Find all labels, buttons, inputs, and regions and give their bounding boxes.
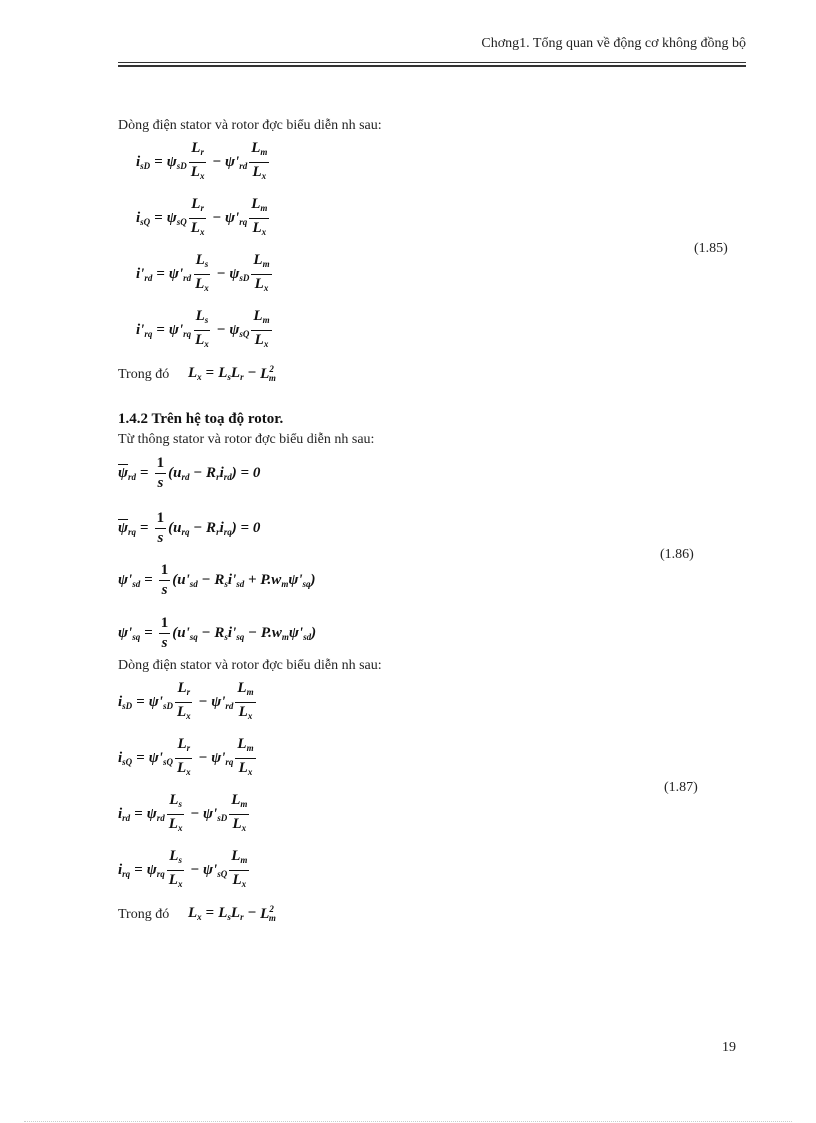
page-number: 19	[722, 1040, 736, 1055]
header-rule-thin	[118, 62, 746, 63]
equation-isQ-rotor: $i_{sQ}$ = $\psi'_{sQ}$ $\frac{L_r}{L_x}$ − $\psi'_{rq}$ $\frac{L_m}{L_x}$	[118, 736, 254, 777]
equation-Lx-definition-2: $L_x$ = $L_sL_r$ − $L^2_m$	[188, 904, 276, 923]
equation-number-1-85: (1.85)	[694, 241, 728, 256]
equation-ird-rotor: $i_{rd}$ = $\psi_{rd}$ $\frac{L_s}{L_x}$ − $\psi'_{sD}$ $\frac{L_m}{L_x}$	[118, 792, 248, 833]
equation-ird: $i'_{rd}$ = $\psi'_{rd}$ $\frac{L_s}{L_x}$ − $\psi_{sD}$ $\frac{L_m}{L_x}$	[136, 252, 270, 293]
equation-psi-rd: $\overline{\psi}_{rd}$ = $\frac{1}{s}$ $(u_{rd} - R_ri_{rd}) = 0$	[118, 455, 261, 491]
intro-current-rotor-text: Dòng điện stator và rotor đợc biểu diễn nh sau:	[118, 658, 382, 673]
footer-dotted-line	[24, 1121, 792, 1122]
equation-psi-sd: $\psi'_{sd}$ = $\frac{1}{s}$ $(u'_{sd} - R_si'_{sd} + P.w_m\psi'_{sq})$	[118, 562, 316, 598]
equation-psi-rq: $\overline{\psi}_{rq}$ = $\frac{1}{s}$ $(u_{rq} - R_ri_{rq}) = 0$	[118, 510, 261, 546]
where-label-2: Trong đó	[118, 907, 170, 922]
equation-isD-rotor: $i_{sD}$ = $\psi'_{sD}$ $\frac{L_r}{L_x}$ − $\psi'_{rd}$ $\frac{L_m}{L_x}$	[118, 680, 254, 721]
equation-irq: $i'_{rq}$ = $\psi'_{rq}$ $\frac{L_s}{L_x}$ − $\psi_{sQ}$ $\frac{L_m}{L_x}$	[136, 308, 270, 349]
intro-flux-text: Từ thông stator và rotor đợc biểu diễn nh sau:	[118, 432, 375, 447]
equation-psi-sq: $\psi'_{sq}$ = $\frac{1}{s}$ $(u'_{sq} - R_si'_{sq} - P.w_m\psi'_{sd})$	[118, 615, 317, 651]
where-label: Trong đó	[118, 367, 170, 382]
equation-Lx-definition: $L_x$ = $L_sL_r$ − $L^2_m$	[188, 364, 276, 383]
equation-isQ: $i_{sQ}$ = $\psi_{sQ}$ $\frac{L_r}{L_x}$ − $\psi'_{rq}$ $\frac{L_m}{L_x}$	[136, 196, 268, 237]
page-header: Chơng1. Tổng quan về động cơ không đồng bộ	[481, 36, 746, 51]
intro-current-text: Dòng điện stator và rotor đợc biểu diễn nh sau:	[118, 118, 382, 133]
equation-isD: $i_{sD}$ = $\psi_{sD}$ $\frac{L_r}{L_x}$ − $\psi'_{rd}$ $\frac{L_m}{L_x}$	[136, 140, 268, 181]
equation-number-1-87: (1.87)	[664, 780, 698, 795]
equation-number-1-86: (1.86)	[660, 547, 694, 562]
header-rule-thick	[118, 65, 746, 67]
equation-irq-rotor: $i_{rq}$ = $\psi_{rq}$ $\frac{L_s}{L_x}$ − $\psi'_{sQ}$ $\frac{L_m}{L_x}$	[118, 848, 248, 889]
section-title: 1.4.2 Trên hệ toạ độ rotor.	[118, 411, 284, 427]
